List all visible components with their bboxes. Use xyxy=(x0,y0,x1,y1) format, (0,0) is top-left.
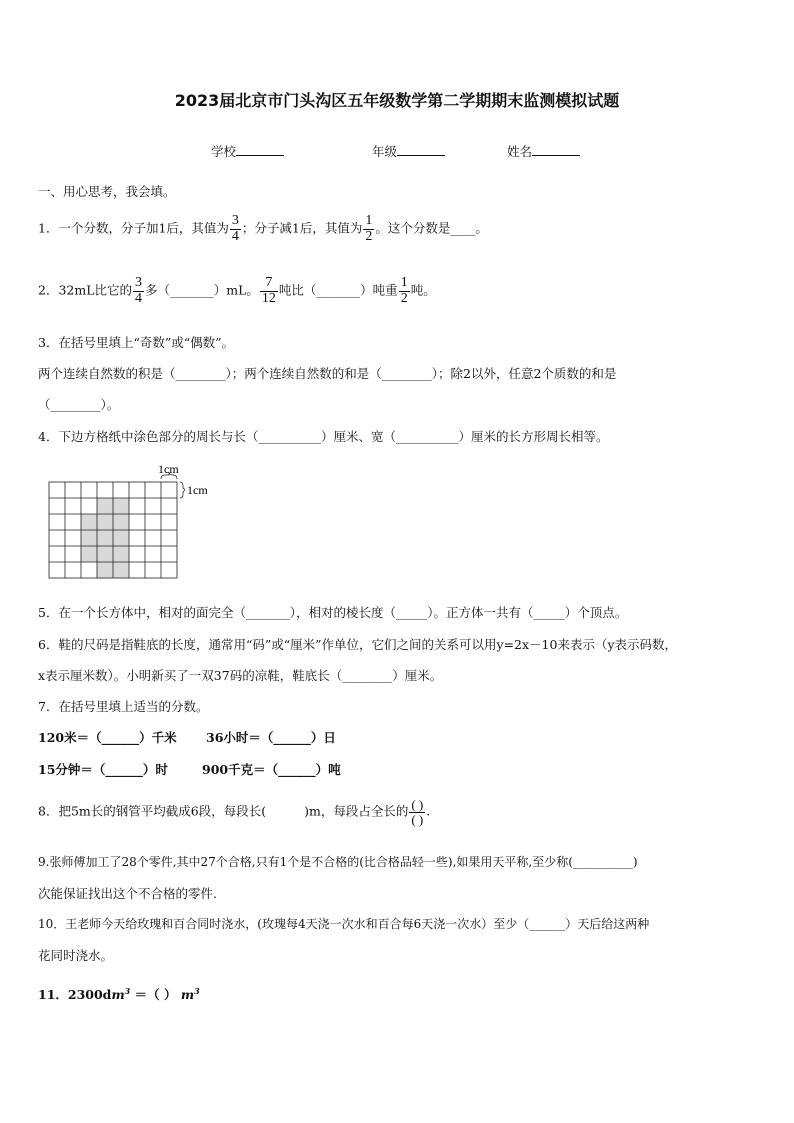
q1-fraction-1: $\frac{3}{4}$ xyxy=(231,213,239,244)
q7-item-2: 36小时＝（______）日 xyxy=(206,730,336,745)
grade-label: 年级 xyxy=(372,144,398,159)
question-10-line-1: 10．王老师今天给玫瑰和百合同时浇水，(玫瑰每4天浇一次水和百合每6天浇一次水）至少（______）天后给这两种 xyxy=(38,917,650,931)
top-label: 1cm xyxy=(158,462,179,476)
school-field xyxy=(211,142,284,160)
q8-text-a: 8．把5m长的钢管平均截成6段，每段长( xyxy=(38,803,267,819)
q1-text-b: ；分子减1后，其值为 xyxy=(241,220,363,236)
q7-item-4: 900千克＝（______）吨 xyxy=(202,762,341,777)
question-2 xyxy=(38,276,436,306)
name-field xyxy=(507,142,580,160)
name-blank xyxy=(532,143,580,156)
q11-exp-1: 3 xyxy=(124,985,131,996)
question-6-line-1: 6．鞋的尺码是指鞋底的长度，通常用“码”或“厘米”作单位，它们之间的关系可以用y=2x－10来表示（y表示码数， xyxy=(38,637,678,652)
q2-fraction-1: $\frac{3}{4}$ xyxy=(135,275,143,306)
question-3-line-3: （________）。 xyxy=(38,397,120,412)
section-heading: 一、用心思考，我会填。 xyxy=(38,184,176,199)
q11-exp-2: 3 xyxy=(194,985,200,996)
q2-fraction-2: $\frac{7}{12}$ xyxy=(261,275,276,306)
question-11 xyxy=(38,985,200,1003)
question-3-line-2: 两个连续自然数的积是（________）；两个连续自然数的和是（________）；除2以外，任意2个质数的和是 xyxy=(38,366,617,381)
question-5: 5．在一个长方体中，相对的面完全（_______），相对的棱长度（_____）。正方体一共有（_____）个顶点。 xyxy=(38,605,628,620)
q2-text-b: 多（_______）mL。 xyxy=(145,282,259,298)
question-1 xyxy=(38,214,488,244)
q7-item-1: 120米＝（______）千米 xyxy=(38,730,177,745)
q8-fraction: $\frac{( )}{( )}$ xyxy=(411,797,424,827)
question-4-line-1: 4．下边方格纸中涂色部分的周长与长（__________）厘米、宽（__________）厘米的长方形周长相等。 xyxy=(38,429,609,444)
q1-fraction-2: $\frac{1}{2}$ xyxy=(365,213,373,244)
q11-unit-2: m xyxy=(180,987,195,1002)
side-label: 1cm xyxy=(187,483,208,497)
q8-text-c: . xyxy=(426,803,431,819)
question-9-line-1: 9.张师傅加工了28个零件,其中27个合格,只有1个是不合格的(比合格品轻一些),如果用天平称,至少称(__________) xyxy=(38,855,638,869)
q11-unit-1: m xyxy=(111,987,125,1002)
page-title: 2023届北京市门头沟区五年级数学第二学期期末监测模拟试题 xyxy=(174,91,620,110)
shaded-region xyxy=(81,498,129,578)
question-9-line-2: 次能保证找出这个不合格的零件. xyxy=(38,886,217,901)
question-6-line-2: x表示厘米数）。小明新买了一双37码的凉鞋，鞋底长（________）厘米。 xyxy=(38,668,443,683)
grade-field xyxy=(372,142,445,160)
question-8 xyxy=(38,798,430,826)
q2-text-c: 吨比（_______）吨重 xyxy=(278,282,398,298)
q11-text-a: 11．2300d xyxy=(38,987,112,1002)
q2-text-a: 2．32mL比它的 xyxy=(38,282,133,298)
grade-blank xyxy=(397,143,445,156)
q7-item-3: 15分钟＝（______）时 xyxy=(38,762,168,777)
grid-lines xyxy=(49,482,177,578)
question-10-line-2: 花同时浇水。 xyxy=(38,948,114,963)
q1-text-a: 1．一个分数，分子加1后，其值为 xyxy=(38,220,229,236)
school-blank xyxy=(236,143,284,156)
grid-figure xyxy=(48,462,228,584)
q2-text-d: 吨。 xyxy=(410,282,436,298)
q2-fraction-3: $\frac{1}{2}$ xyxy=(400,275,408,306)
q11-text-b: ＝（ ） xyxy=(134,987,177,1002)
side-brace xyxy=(180,482,185,498)
question-3-line-1: 3．在括号里填上“奇数”或“偶数”。 xyxy=(38,335,235,350)
school-label: 学校 xyxy=(211,144,237,159)
name-label: 姓名 xyxy=(507,144,533,159)
question-7-line-1: 7．在括号里填上适当的分数。 xyxy=(38,699,209,714)
q1-text-c: 。这个分数是____。 xyxy=(375,220,488,236)
q8-text-b: )m，每段占全长的 xyxy=(304,803,409,819)
